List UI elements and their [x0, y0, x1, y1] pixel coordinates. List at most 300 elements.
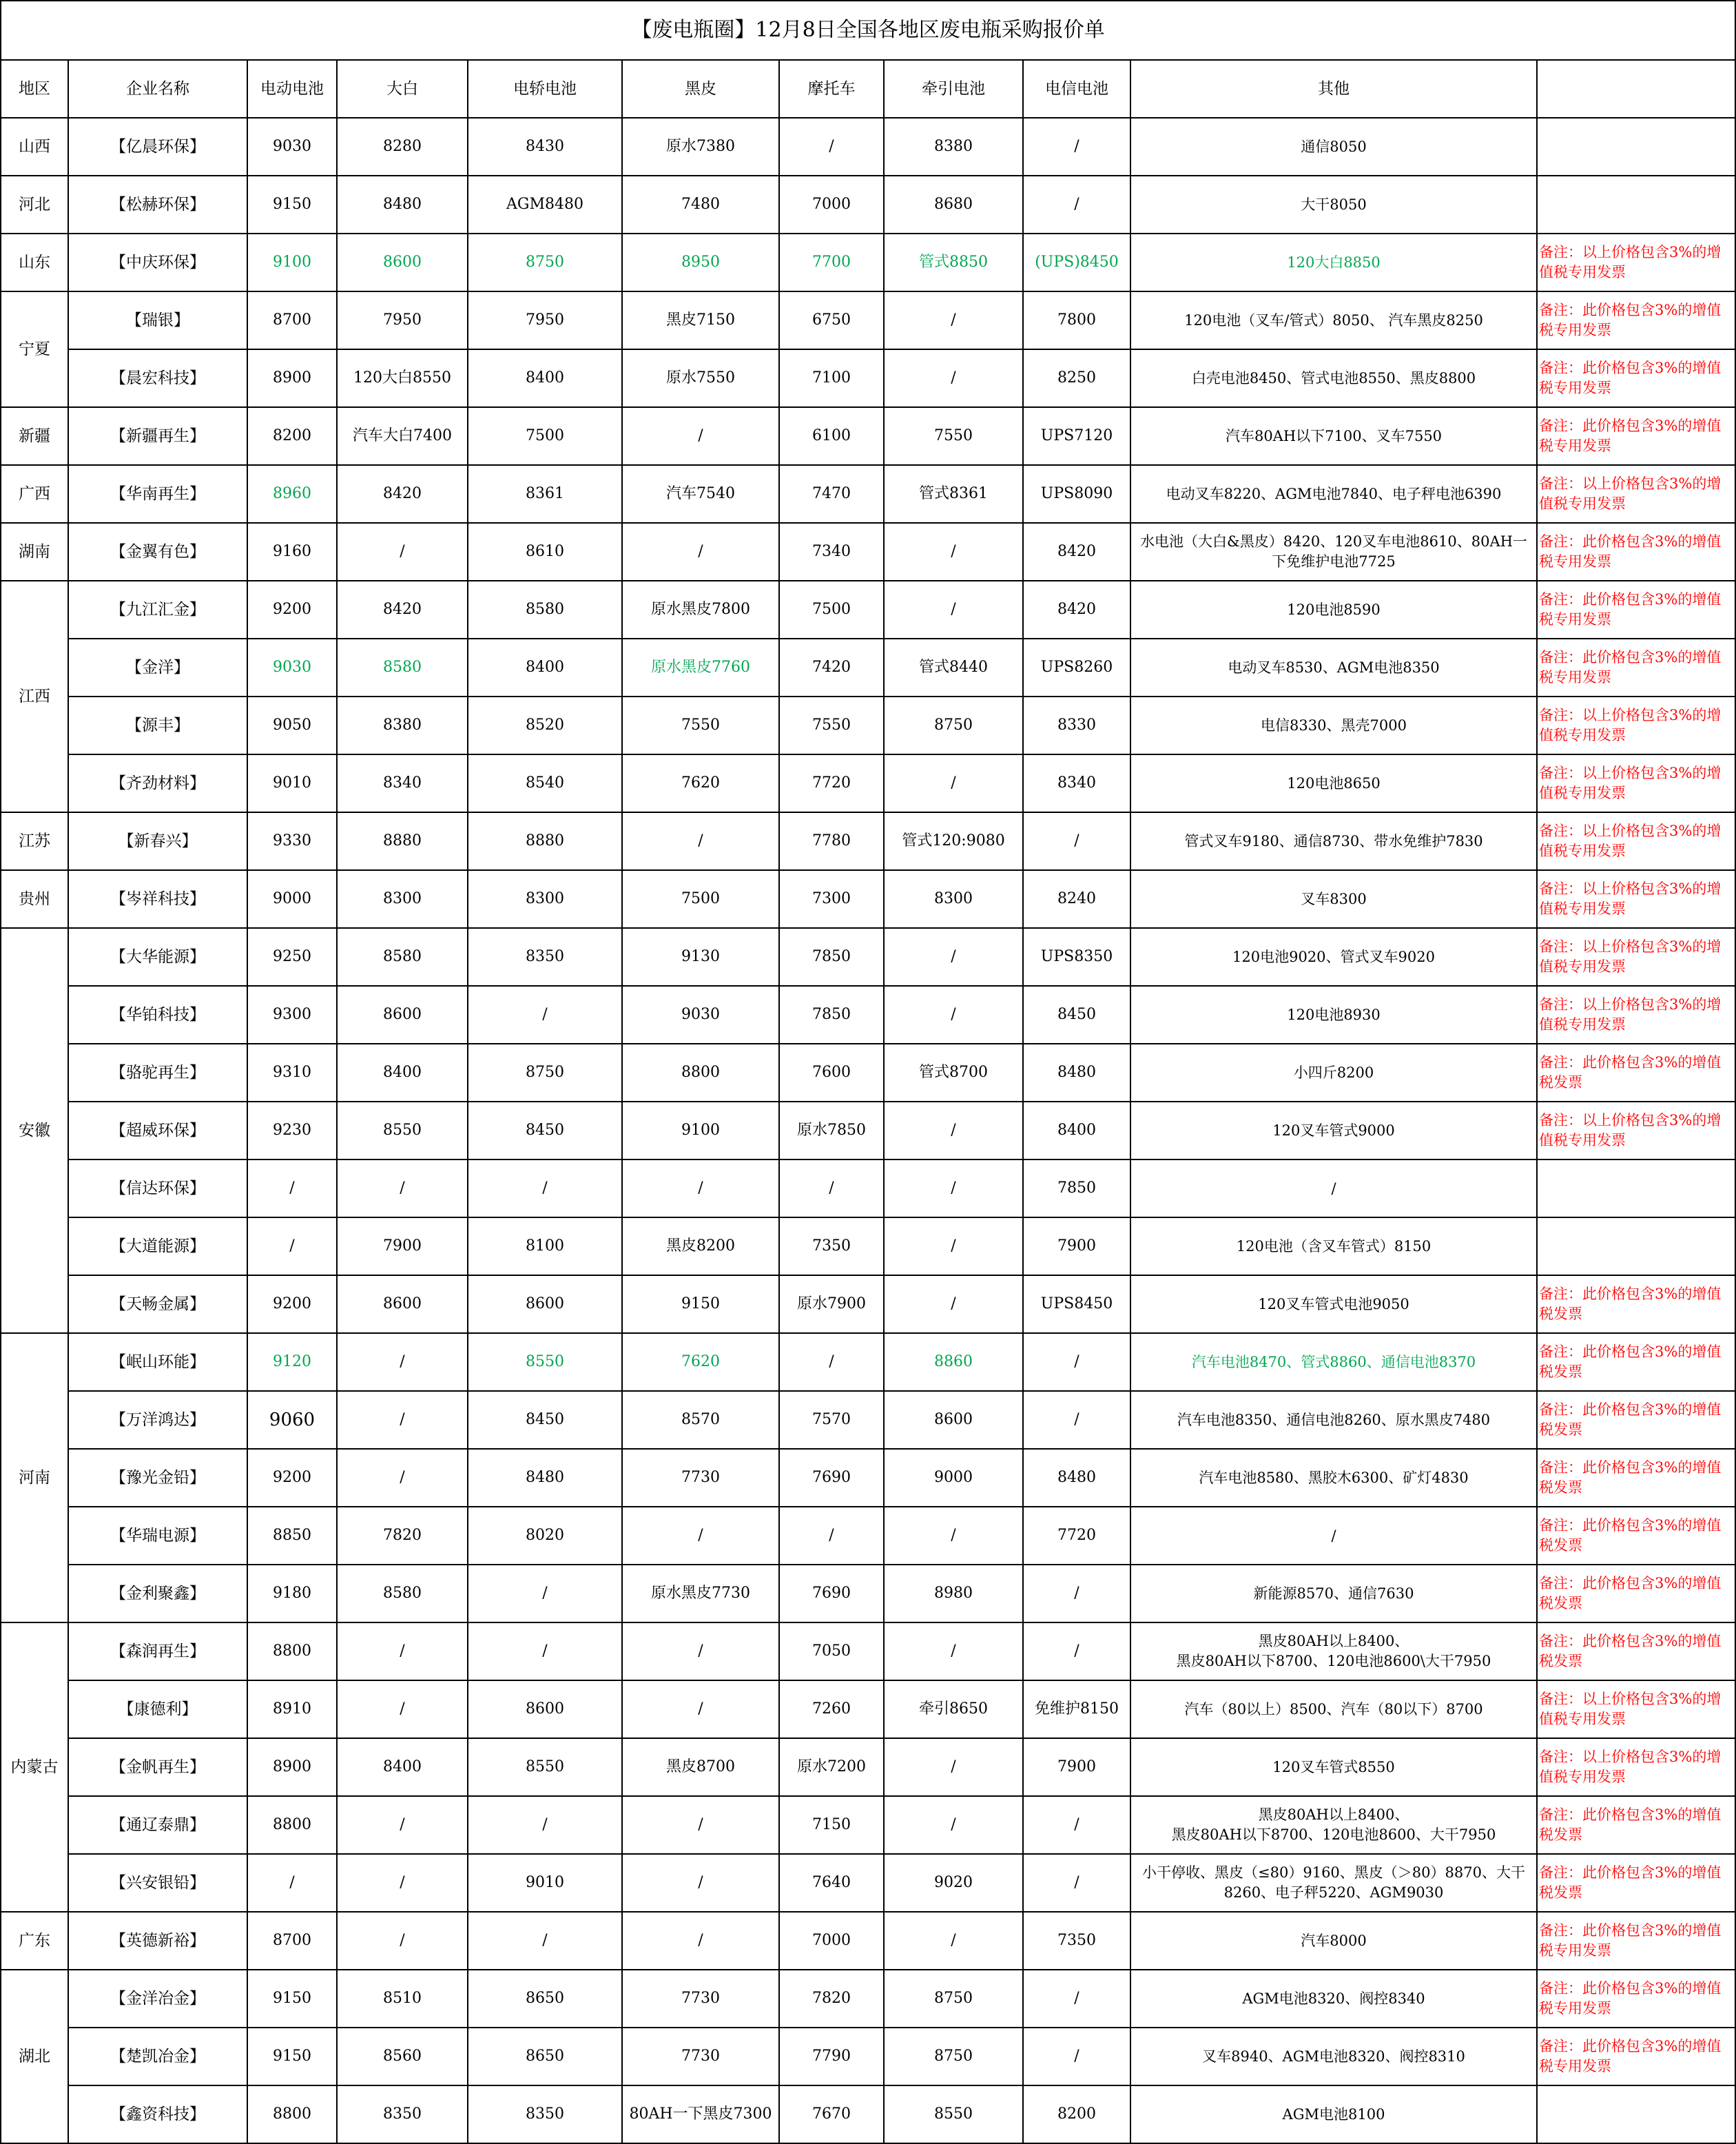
- motorcycle-cell: 7550: [779, 697, 884, 754]
- telecom-cell: /: [1023, 1970, 1130, 2028]
- region-cell: 河南: [1, 1333, 68, 1622]
- other-cell: 通信8050: [1130, 118, 1537, 176]
- note-cell: 备注：此价格包含3%的增值税专用发票: [1537, 349, 1735, 407]
- table-row: [1, 1044, 1735, 1102]
- heipi-cell: /: [622, 1912, 779, 1970]
- table-row: [1, 928, 1735, 986]
- dabai-cell: 8510: [337, 1970, 468, 2028]
- telecom-cell: 免维护8150: [1023, 1680, 1130, 1738]
- dabai-cell: 8300: [337, 870, 468, 928]
- motorcycle-cell: 7350: [779, 1217, 884, 1275]
- header-note: [1537, 60, 1735, 118]
- table-row: [1, 176, 1735, 234]
- heipi-cell: 7500: [622, 870, 779, 928]
- heipi-cell: 8800: [622, 1044, 779, 1102]
- motorcycle-cell: /: [779, 118, 884, 176]
- heipi-cell: 黑皮7150: [622, 291, 779, 349]
- dabai-cell: 8350: [337, 2085, 468, 2143]
- electric-battery-cell: 9160: [247, 523, 337, 581]
- motorcycle-cell: 7050: [779, 1622, 884, 1680]
- dabai-cell: 7900: [337, 1217, 468, 1275]
- telecom-cell: /: [1023, 2028, 1130, 2085]
- region-cell: 江西: [1, 581, 68, 812]
- other-cell: 汽车8000: [1130, 1912, 1537, 1970]
- motorcycle-cell: 7690: [779, 1449, 884, 1507]
- note-cell: 备注：此价格包含3%的增值税专用发票: [1537, 2028, 1735, 2085]
- car-battery-cell: /: [468, 1912, 622, 1970]
- electric-battery-cell: 8700: [247, 1912, 337, 1970]
- heipi-cell: 7620: [622, 1333, 779, 1391]
- other-cell: 120电池8930: [1130, 986, 1537, 1044]
- company-cell: 【豫光金铅】: [68, 1449, 247, 1507]
- region-cell: 新疆: [1, 407, 68, 465]
- motorcycle-cell: 原水7850: [779, 1102, 884, 1159]
- traction-cell: /: [884, 1507, 1023, 1565]
- heipi-cell: 汽车7540: [622, 465, 779, 523]
- motorcycle-cell: 7820: [779, 1970, 884, 2028]
- company-cell: 【大华能源】: [68, 928, 247, 986]
- heipi-cell: /: [622, 1159, 779, 1217]
- other-cell: /: [1130, 1507, 1537, 1565]
- motorcycle-cell: 7790: [779, 2028, 884, 2085]
- other-cell: 白壳电池8450、管式电池8550、黑皮8800: [1130, 349, 1537, 407]
- dabai-cell: 8600: [337, 1275, 468, 1333]
- company-cell: 【岑祥科技】: [68, 870, 247, 928]
- heipi-cell: /: [622, 1854, 779, 1912]
- car-battery-cell: 8550: [468, 1738, 622, 1796]
- table-row: [1, 1217, 1735, 1275]
- table-row: [1, 1565, 1735, 1622]
- company-cell: 【岷山环能】: [68, 1333, 247, 1391]
- company-cell: 【万洋鸿达】: [68, 1391, 247, 1449]
- company-cell: 【森润再生】: [68, 1622, 247, 1680]
- dabai-cell: 8600: [337, 234, 468, 291]
- heipi-cell: 原水黑皮7760: [622, 639, 779, 697]
- table-row: [1, 1970, 1735, 2028]
- company-cell: 【通辽泰鼎】: [68, 1796, 247, 1854]
- dabai-cell: /: [337, 1449, 468, 1507]
- car-battery-cell: 8350: [468, 2085, 622, 2143]
- other-cell: 汽车电池8350、通信电池8260、原水黑皮7480: [1130, 1391, 1537, 1449]
- telecom-cell: 8420: [1023, 581, 1130, 639]
- electric-battery-cell: 9150: [247, 1970, 337, 2028]
- motorcycle-cell: 7420: [779, 639, 884, 697]
- motorcycle-cell: 7700: [779, 234, 884, 291]
- motorcycle-cell: 7500: [779, 581, 884, 639]
- other-cell: 汽车电池8470、管式8860、通信电池8370: [1130, 1333, 1537, 1391]
- dabai-cell: 8400: [337, 1738, 468, 1796]
- company-cell: 【松赫环保】: [68, 176, 247, 234]
- region-cell: 湖南: [1, 523, 68, 581]
- company-cell: 【金洋冶金】: [68, 1970, 247, 2028]
- other-cell: 120电池8590: [1130, 581, 1537, 639]
- note-cell: [1537, 118, 1735, 176]
- dabai-cell: 8580: [337, 639, 468, 697]
- telecom-cell: /: [1023, 812, 1130, 870]
- heipi-cell: 黑皮8700: [622, 1738, 779, 1796]
- region-cell: 江苏: [1, 812, 68, 870]
- dabai-cell: /: [337, 1854, 468, 1912]
- electric-battery-cell: 9300: [247, 986, 337, 1044]
- motorcycle-cell: 7670: [779, 2085, 884, 2143]
- other-cell: 叉车8300: [1130, 870, 1537, 928]
- dabai-cell: 120大白8550: [337, 349, 468, 407]
- electric-battery-cell: 8900: [247, 349, 337, 407]
- telecom-cell: /: [1023, 1796, 1130, 1854]
- note-cell: 备注：以上价格包含3%的增值税专用发票: [1537, 986, 1735, 1044]
- telecom-cell: /: [1023, 1391, 1130, 1449]
- car-battery-cell: 8400: [468, 639, 622, 697]
- traction-cell: 8750: [884, 2028, 1023, 2085]
- other-cell: 电信8330、黑壳7000: [1130, 697, 1537, 754]
- car-battery-cell: 8400: [468, 349, 622, 407]
- electric-battery-cell: 9310: [247, 1044, 337, 1102]
- heipi-cell: 80AH一下黑皮7300: [622, 2085, 779, 2143]
- table-row: [1, 697, 1735, 754]
- dabai-cell: /: [337, 1159, 468, 1217]
- other-cell: 黑皮80AH以上8400、 黑皮80AH以下8700、120电池8600、大干7950: [1130, 1796, 1537, 1854]
- company-cell: 【新疆再生】: [68, 407, 247, 465]
- traction-cell: /: [884, 928, 1023, 986]
- electric-battery-cell: 8960: [247, 465, 337, 523]
- telecom-cell: 8480: [1023, 1449, 1130, 1507]
- other-cell: 汽车80AH以下7100、叉车7550: [1130, 407, 1537, 465]
- telecom-cell: /: [1023, 1565, 1130, 1622]
- car-battery-cell: 8450: [468, 1391, 622, 1449]
- traction-cell: 9000: [884, 1449, 1023, 1507]
- electric-battery-cell: 9150: [247, 176, 337, 234]
- telecom-cell: 7900: [1023, 1217, 1130, 1275]
- table-row: [1, 1333, 1735, 1391]
- table-row: [1, 1622, 1735, 1680]
- electric-battery-cell: 9050: [247, 697, 337, 754]
- telecom-cell: UPS8090: [1023, 465, 1130, 523]
- electric-battery-cell: 9100: [247, 234, 337, 291]
- table-row: [1, 234, 1735, 291]
- electric-battery-cell: 9230: [247, 1102, 337, 1159]
- other-cell: 电动叉车8220、AGM电池7840、电子秤电池6390: [1130, 465, 1537, 523]
- other-cell: AGM电池8320、阀控8340: [1130, 1970, 1537, 2028]
- table-row: [1, 754, 1735, 812]
- company-cell: 【超威环保】: [68, 1102, 247, 1159]
- other-cell: 120叉车管式8550: [1130, 1738, 1537, 1796]
- motorcycle-cell: 6750: [779, 291, 884, 349]
- dabai-cell: 8420: [337, 465, 468, 523]
- electric-battery-cell: 9060: [247, 1391, 337, 1449]
- note-cell: 备注：以上价格包含3%的增值税专用发票: [1537, 870, 1735, 928]
- telecom-cell: 8200: [1023, 2085, 1130, 2143]
- car-battery-cell: 8430: [468, 118, 622, 176]
- traction-cell: /: [884, 523, 1023, 581]
- heipi-cell: 9100: [622, 1102, 779, 1159]
- company-cell: 【华南再生】: [68, 465, 247, 523]
- telecom-cell: 8480: [1023, 1044, 1130, 1102]
- table-row: [1, 1449, 1735, 1507]
- company-cell: 【中庆环保】: [68, 234, 247, 291]
- company-cell: 【华铂科技】: [68, 986, 247, 1044]
- company-cell: 【源丰】: [68, 697, 247, 754]
- company-cell: 【金翼有色】: [68, 523, 247, 581]
- dabai-cell: 8480: [337, 176, 468, 234]
- other-cell: 120电池9020、管式叉车9020: [1130, 928, 1537, 986]
- note-cell: 备注：以上价格包含3%的增值税专用发票: [1537, 697, 1735, 754]
- traction-cell: /: [884, 1738, 1023, 1796]
- header-dabai: 大白: [337, 60, 468, 118]
- electric-battery-cell: 8850: [247, 1507, 337, 1565]
- electric-battery-cell: /: [247, 1217, 337, 1275]
- region-cell: 湖北: [1, 1970, 68, 2143]
- electric-battery-cell: 9250: [247, 928, 337, 986]
- heipi-cell: /: [622, 1796, 779, 1854]
- telecom-cell: 7850: [1023, 1159, 1130, 1217]
- traction-cell: 牵引8650: [884, 1680, 1023, 1738]
- electric-battery-cell: 9010: [247, 754, 337, 812]
- motorcycle-cell: 原水7200: [779, 1738, 884, 1796]
- traction-cell: 管式8700: [884, 1044, 1023, 1102]
- region-cell: 广西: [1, 465, 68, 523]
- company-cell: 【骆驼再生】: [68, 1044, 247, 1102]
- header-telecom: 电信电池: [1023, 60, 1130, 118]
- telecom-cell: 7720: [1023, 1507, 1130, 1565]
- note-cell: [1537, 2085, 1735, 2143]
- table-row: [1, 465, 1735, 523]
- traction-cell: 8550: [884, 2085, 1023, 2143]
- note-cell: 备注：以上价格包含3%的增值税专用发票: [1537, 1738, 1735, 1796]
- dabai-cell: 8580: [337, 1565, 468, 1622]
- traction-cell: 8980: [884, 1565, 1023, 1622]
- motorcycle-cell: 7150: [779, 1796, 884, 1854]
- other-cell: /: [1130, 1159, 1537, 1217]
- region-cell: 山东: [1, 234, 68, 291]
- car-battery-cell: 9010: [468, 1854, 622, 1912]
- company-cell: 【天畅金属】: [68, 1275, 247, 1333]
- telecom-cell: 8340: [1023, 754, 1130, 812]
- heipi-cell: 原水黑皮7730: [622, 1565, 779, 1622]
- note-cell: 备注：此价格包含3%的增值税发票: [1537, 1854, 1735, 1912]
- note-cell: 备注：以上价格包含3%的增值税专用发票: [1537, 812, 1735, 870]
- table-row: [1, 581, 1735, 639]
- motorcycle-cell: 7690: [779, 1565, 884, 1622]
- motorcycle-cell: 7850: [779, 928, 884, 986]
- heipi-cell: 9030: [622, 986, 779, 1044]
- dabai-cell: /: [337, 1391, 468, 1449]
- car-battery-cell: /: [468, 1796, 622, 1854]
- dabai-cell: /: [337, 1796, 468, 1854]
- electric-battery-cell: 8910: [247, 1680, 337, 1738]
- traction-cell: /: [884, 754, 1023, 812]
- company-cell: 【新春兴】: [68, 812, 247, 870]
- company-cell: 【九江汇金】: [68, 581, 247, 639]
- heipi-cell: /: [622, 523, 779, 581]
- electric-battery-cell: 9030: [247, 118, 337, 176]
- traction-cell: /: [884, 1275, 1023, 1333]
- electric-battery-cell: 9000: [247, 870, 337, 928]
- telecom-cell: 7800: [1023, 291, 1130, 349]
- motorcycle-cell: 7850: [779, 986, 884, 1044]
- header-company: 企业名称: [68, 60, 247, 118]
- car-battery-cell: 8540: [468, 754, 622, 812]
- company-cell: 【康德利】: [68, 1680, 247, 1738]
- region-cell: 内蒙古: [1, 1622, 68, 1912]
- company-cell: 【亿晨环保】: [68, 118, 247, 176]
- car-battery-cell: 8750: [468, 234, 622, 291]
- table-row: [1, 1507, 1735, 1565]
- traction-cell: 9020: [884, 1854, 1023, 1912]
- traction-cell: 管式8361: [884, 465, 1023, 523]
- table-row: [1, 1912, 1735, 1970]
- table-row: [1, 1796, 1735, 1854]
- note-cell: 备注：以上价格包含3%的增值税专用发票: [1537, 1102, 1735, 1159]
- other-cell: 汽车电池8580、黑胶木6300、矿灯4830: [1130, 1449, 1537, 1507]
- other-cell: 小四斤8200: [1130, 1044, 1537, 1102]
- table-row: [1, 870, 1735, 928]
- electric-battery-cell: 9200: [247, 1275, 337, 1333]
- header-other: 其他: [1130, 60, 1537, 118]
- traction-cell: 8380: [884, 118, 1023, 176]
- motorcycle-cell: 7570: [779, 1391, 884, 1449]
- heipi-cell: 9130: [622, 928, 779, 986]
- other-cell: 汽车（80以上）8500、汽车（80以下）8700: [1130, 1680, 1537, 1738]
- heipi-cell: 7550: [622, 697, 779, 754]
- traction-cell: /: [884, 1912, 1023, 1970]
- heipi-cell: 7480: [622, 176, 779, 234]
- note-cell: [1537, 1217, 1735, 1275]
- traction-cell: /: [884, 1622, 1023, 1680]
- telecom-cell: 8240: [1023, 870, 1130, 928]
- traction-cell: 8860: [884, 1333, 1023, 1391]
- dabai-cell: 8380: [337, 697, 468, 754]
- traction-cell: /: [884, 986, 1023, 1044]
- traction-cell: 8750: [884, 1970, 1023, 2028]
- table-row: [1, 639, 1735, 697]
- region-cell: 宁夏: [1, 291, 68, 407]
- note-cell: 备注：此价格包含3%的增值税专用发票: [1537, 291, 1735, 349]
- telecom-cell: /: [1023, 1854, 1130, 1912]
- traction-cell: /: [884, 1217, 1023, 1275]
- company-cell: 【齐劲材料】: [68, 754, 247, 812]
- note-cell: 备注：此价格包含3%的增值税发票: [1537, 1391, 1735, 1449]
- telecom-cell: UPS8260: [1023, 639, 1130, 697]
- car-battery-cell: 8020: [468, 1507, 622, 1565]
- other-cell: 120电池（含叉车管式）8150: [1130, 1217, 1537, 1275]
- header-region: 地区: [1, 60, 68, 118]
- dabai-cell: 8340: [337, 754, 468, 812]
- other-cell: AGM电池8100: [1130, 2085, 1537, 2143]
- company-cell: 【兴安银铅】: [68, 1854, 247, 1912]
- telecom-cell: 8250: [1023, 349, 1130, 407]
- note-cell: 备注：以上价格包含3%的增值税专用发票: [1537, 234, 1735, 291]
- car-battery-cell: 8880: [468, 812, 622, 870]
- dabai-cell: 8550: [337, 1102, 468, 1159]
- table-row: [1, 2085, 1735, 2143]
- dabai-cell: /: [337, 523, 468, 581]
- telecom-cell: /: [1023, 118, 1130, 176]
- dabai-cell: /: [337, 1622, 468, 1680]
- table-row: [1, 1680, 1735, 1738]
- table-row: [1, 1159, 1735, 1217]
- company-cell: 【信达环保】: [68, 1159, 247, 1217]
- electric-battery-cell: 8800: [247, 2085, 337, 2143]
- motorcycle-cell: /: [779, 1507, 884, 1565]
- dabai-cell: 汽车大白7400: [337, 407, 468, 465]
- car-battery-cell: AGM8480: [468, 176, 622, 234]
- dabai-cell: 8600: [337, 986, 468, 1044]
- table-row: [1, 1738, 1735, 1796]
- note-cell: 备注：以上价格包含3%的增值税专用发票: [1537, 1680, 1735, 1738]
- motorcycle-cell: 6100: [779, 407, 884, 465]
- car-battery-cell: 8580: [468, 581, 622, 639]
- car-battery-cell: 8650: [468, 1970, 622, 2028]
- table-row: [1, 407, 1735, 465]
- table-row: [1, 812, 1735, 870]
- traction-cell: 管式120:9080: [884, 812, 1023, 870]
- heipi-cell: 7730: [622, 1970, 779, 2028]
- motorcycle-cell: 7780: [779, 812, 884, 870]
- title-row: [1, 1, 1735, 60]
- motorcycle-cell: 原水7900: [779, 1275, 884, 1333]
- note-cell: 备注：此价格包含3%的增值税发票: [1537, 1796, 1735, 1854]
- electric-battery-cell: 9120: [247, 1333, 337, 1391]
- note-cell: 备注：此价格包含3%的增值税专用发票: [1537, 523, 1735, 581]
- note-cell: 备注：以上价格包含3%的增值税专用发票: [1537, 928, 1735, 986]
- table-row: [1, 1854, 1735, 1912]
- electric-battery-cell: 8800: [247, 1622, 337, 1680]
- motorcycle-cell: 7640: [779, 1854, 884, 1912]
- heipi-cell: 7730: [622, 2028, 779, 2085]
- note-cell: 备注：此价格包含3%的增值税发票: [1537, 1622, 1735, 1680]
- motorcycle-cell: 7300: [779, 870, 884, 928]
- motorcycle-cell: 7260: [779, 1680, 884, 1738]
- header-row: [1, 60, 1735, 118]
- heipi-cell: 原水7380: [622, 118, 779, 176]
- traction-cell: /: [884, 349, 1023, 407]
- table-row: [1, 986, 1735, 1044]
- traction-cell: 8300: [884, 870, 1023, 928]
- dabai-cell: 8560: [337, 2028, 468, 2085]
- car-battery-cell: 8520: [468, 697, 622, 754]
- motorcycle-cell: 7600: [779, 1044, 884, 1102]
- company-cell: 【英德新裕】: [68, 1912, 247, 1970]
- note-cell: 备注：此价格包含3%的增值税发票: [1537, 1507, 1735, 1565]
- table-row: [1, 118, 1735, 176]
- header-car-battery: 电轿电池: [468, 60, 622, 118]
- electric-battery-cell: 9330: [247, 812, 337, 870]
- note-cell: 备注：此价格包含3%的增值税发票: [1537, 1275, 1735, 1333]
- company-cell: 【晨宏科技】: [68, 349, 247, 407]
- telecom-cell: 8450: [1023, 986, 1130, 1044]
- motorcycle-cell: 7340: [779, 523, 884, 581]
- electric-battery-cell: 9200: [247, 581, 337, 639]
- telecom-cell: UPS8350: [1023, 928, 1130, 986]
- dabai-cell: 8580: [337, 928, 468, 986]
- other-cell: 120叉车管式电池9050: [1130, 1275, 1537, 1333]
- header-traction: 牵引电池: [884, 60, 1023, 118]
- traction-cell: 8750: [884, 697, 1023, 754]
- dabai-cell: 7820: [337, 1507, 468, 1565]
- car-battery-cell: 8550: [468, 1333, 622, 1391]
- note-cell: 备注：此价格包含3%的增值税发票: [1537, 1449, 1735, 1507]
- company-cell: 【金洋】: [68, 639, 247, 697]
- motorcycle-cell: 7000: [779, 176, 884, 234]
- electric-battery-cell: /: [247, 1159, 337, 1217]
- note-cell: 备注：此价格包含3%的增值税专用发票: [1537, 407, 1735, 465]
- dabai-cell: /: [337, 1333, 468, 1391]
- traction-cell: 8680: [884, 176, 1023, 234]
- telecom-cell: /: [1023, 1622, 1130, 1680]
- telecom-cell: 8420: [1023, 523, 1130, 581]
- page-title: 【废电瓶圈】12月8日全国各地区废电瓶采购报价单: [1, 1, 1735, 60]
- other-cell: 叉车8940、AGM电池8320、阀控8310: [1130, 2028, 1537, 2085]
